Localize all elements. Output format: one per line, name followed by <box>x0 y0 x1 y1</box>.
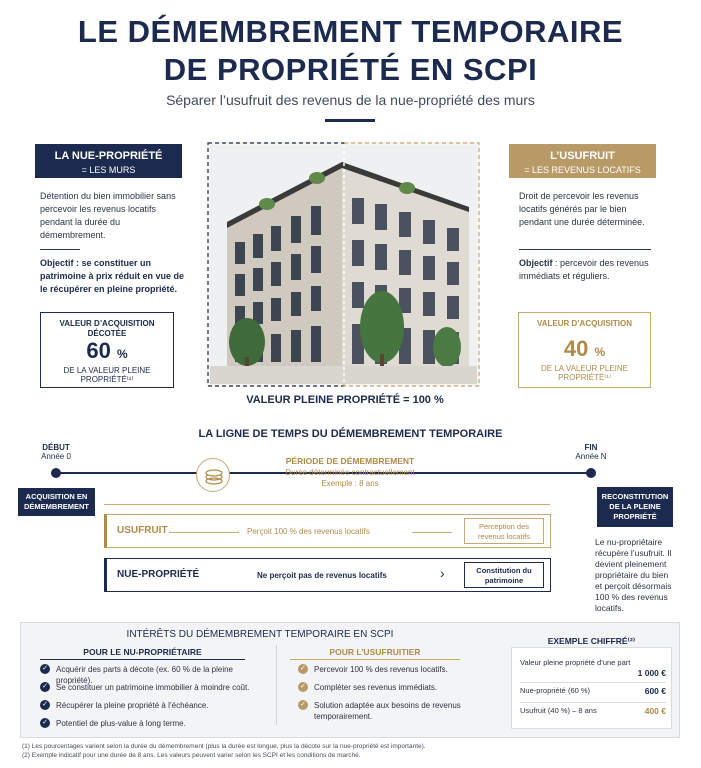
example-row-full-value <box>520 668 666 680</box>
example-us-label: Usufruit (40 %) – 8 ans <box>520 706 597 715</box>
np-item-text: Potentiel de plus-value à long terme. <box>56 719 186 728</box>
usufruit-row-arrow <box>412 532 452 533</box>
list-item <box>40 700 209 711</box>
list-item <box>40 718 186 729</box>
nue-propriete-badge <box>35 144 182 178</box>
acquisition-box: ACQUISITION EN DÉMEMBREMENT <box>18 488 95 516</box>
np-interests-rule <box>40 659 245 660</box>
usufruit-row-name: USUFRUIT <box>117 525 168 536</box>
usufruit-objective-text: : percevoir des revenus immédiats et réguliers. <box>519 258 649 281</box>
period-example: Exemple : 8 ans <box>321 479 379 488</box>
nue-propriete-objective <box>40 257 185 296</box>
nue-propriete-value-label: VALEUR D’ACQUISITION DÉCOTÉE <box>59 319 155 338</box>
usufruit-row-line-left <box>169 532 239 533</box>
nue-propriete-row-end: Constitution du patrimoine <box>464 562 544 588</box>
nue-propriete-value-number: 60 <box>86 338 111 363</box>
usufruit-value-label: VALEUR D’ACQUISITION <box>537 319 632 328</box>
check-icon: ✓ <box>40 718 50 728</box>
interests-title: INTÉRÊTS DU DÉMEMBREMENT TEMPORAIRE EN SCPI <box>126 629 394 640</box>
period-span-line <box>104 504 550 505</box>
nue-propriete-row-text: Ne perçoit pas de revenus locatifs <box>257 571 387 580</box>
example-divider <box>520 702 666 703</box>
nue-propriete-badge-sub: = LES MURS <box>81 165 136 175</box>
example-title: EXEMPLE CHIFFRÉ⁽²⁾ <box>547 636 636 646</box>
nue-propriete-objective-text: Objectif : se constituer un patrimoine à prix réduit en vue de le récupérer en pleine propriété. <box>40 258 185 294</box>
usufruit-badge-title: L’USUFRUIT <box>550 150 615 162</box>
example-row-full <box>520 658 666 667</box>
usufruit-separator <box>519 249 651 250</box>
example-np-value: 600 € <box>644 686 666 696</box>
example-row-np <box>520 686 666 698</box>
period-sub: Durée déterminée contractuellement <box>285 468 415 477</box>
nue-propriete-separator <box>40 249 80 250</box>
page-subtitle: Séparer l’usufruit des revenus de la nue-propriété des murs <box>166 92 535 108</box>
check-icon: ✓ <box>298 682 308 692</box>
timeline-end-label: FIN <box>584 443 598 452</box>
check-icon: ✓ <box>40 700 50 710</box>
timeline-end <box>565 443 617 461</box>
list-item <box>298 682 437 693</box>
interests-divider <box>276 645 277 725</box>
page-title-line1: LE DÉMEMBREMENT TEMPORAIRE <box>77 14 624 49</box>
np-item-text: Se constituer un patrimoine immobilier à moindre coût. <box>56 683 250 692</box>
nue-propriete-row <box>104 558 551 592</box>
usufruit-badge-sub: = LES REVENUS LOCATIFS <box>524 165 641 175</box>
nue-propriete-value-box <box>40 312 174 388</box>
example-full-value: 1 000 € <box>637 668 666 678</box>
nue-propriete-value-foot: DE LA VALEUR PLEINE PROPRIÉTÉ⁽¹⁾ <box>63 366 151 384</box>
check-icon: ✓ <box>298 700 308 710</box>
usufruit-value-box <box>518 312 651 388</box>
full-property-value: VALEUR PLEINE PROPRIÉTÉ = 100 % <box>246 394 444 406</box>
usufruit-description: Droit de percevoir les revenus locatifs générés par le bien pendant une durée déterminée. <box>519 191 645 227</box>
period-info <box>255 456 445 489</box>
example-full-label: Valeur pleine propriété d’une part <box>520 658 631 667</box>
nue-propriete-description: Détention du bien immobilier sans percevoir les revenus locatifs pendant la durée du démembrement. <box>40 191 176 240</box>
usufruit-objective-bold: Objectif <box>519 258 553 268</box>
us-item-text: Compléter ses revenus immédiats. <box>314 683 438 692</box>
coins-icon <box>196 458 230 492</box>
building-illustration <box>207 142 480 387</box>
list-item <box>298 664 448 675</box>
nue-propriete-badge-title: LA NUE-PROPRIÉTÉ <box>54 150 163 162</box>
np-interests-title: POUR LE NU-PROPRIÉTAIRE <box>83 647 202 657</box>
timeline-start <box>30 443 82 461</box>
footnote-1: (1) Les pourcentages varient selon la durée du démembrement (plus la durée est longue, plus la décote sur la nue-propriété est importante). <box>22 743 426 750</box>
example-row-us <box>520 706 666 718</box>
nue-propriete-value <box>41 339 173 366</box>
usufruit-value <box>519 337 650 364</box>
example-np-label: Nue-propriété (60 %) <box>520 686 591 695</box>
usufruit-objective <box>519 257 659 283</box>
us-item-text: Solution adaptée aux besoins de revenus temporairement. <box>314 701 461 721</box>
nue-propriete-row-name: NUE-PROPRIÉTÉ <box>117 569 200 580</box>
usufruit-value-number: 40 <box>563 336 589 361</box>
usufruit-badge <box>509 144 656 178</box>
reconstitution-box: RECONSTITUTION DE LA PLEINE PROPRIÉTÉ <box>597 487 673 527</box>
footnote-2: (2) Exemple indicatif pour une durée de 8 ans. Les valeurs peuvent varier selon les SCPI et les conditions de marché. <box>22 752 361 759</box>
usufruit-value-foot: DE LA VALEUR PLEINE PROPRIÉTÉ⁽¹⁾ <box>541 364 628 382</box>
us-interests-rule <box>290 659 460 660</box>
chevron-right-icon: › <box>440 565 445 581</box>
page-title-line2: DE PROPRIÉTÉ EN SCPI <box>163 52 538 87</box>
example-us-value: 400 € <box>644 706 666 716</box>
timeline-title: LA LIGNE DE TEMPS DU DÉMEMBREMENT TEMPORAIRE <box>198 428 503 440</box>
list-item <box>298 700 483 722</box>
example-divider <box>520 682 666 683</box>
usufruit-row <box>104 514 551 548</box>
usufruit-row-text: Perçoit 100 % des revenus locatifs <box>247 527 370 536</box>
usufruit-value-unit: % <box>594 345 606 359</box>
check-icon: ✓ <box>40 664 50 674</box>
period-title: PÉRIODE DE DÉMEMBREMENT <box>285 456 415 466</box>
example-box <box>511 647 672 729</box>
nue-propriete-value-unit: % <box>116 347 128 361</box>
timeline-start-label: DÉBUT <box>42 443 70 452</box>
footnotes <box>22 742 682 760</box>
timeline-end-sub: Année N <box>575 452 607 461</box>
list-item <box>40 682 249 693</box>
title-divider <box>325 119 375 122</box>
timeline-end-dot <box>586 468 596 478</box>
timeline-start-dot <box>51 468 61 478</box>
timeline-start-sub: Année 0 <box>41 452 71 461</box>
usufruit-row-end: Perception des revenus locatifs <box>464 518 544 544</box>
us-interests-title: POUR L’USUFRUITIER <box>329 647 421 657</box>
check-icon: ✓ <box>298 664 308 674</box>
np-item-text: Acquérir des parts à décote (ex. 60 % de la pleine propriété). <box>56 665 233 685</box>
us-item-text: Percevoir 100 % des revenus locatifs. <box>314 665 448 674</box>
check-icon: ✓ <box>40 682 50 692</box>
np-item-text: Récupérer la pleine propriété à l’échéance. <box>56 701 209 710</box>
reconstitution-text: Le nu-propriétaire récupère l’usufruit. Il devient pleinement propriétaire du bien et perçoit désormais 100 % des revenus locatifs. <box>595 537 672 613</box>
